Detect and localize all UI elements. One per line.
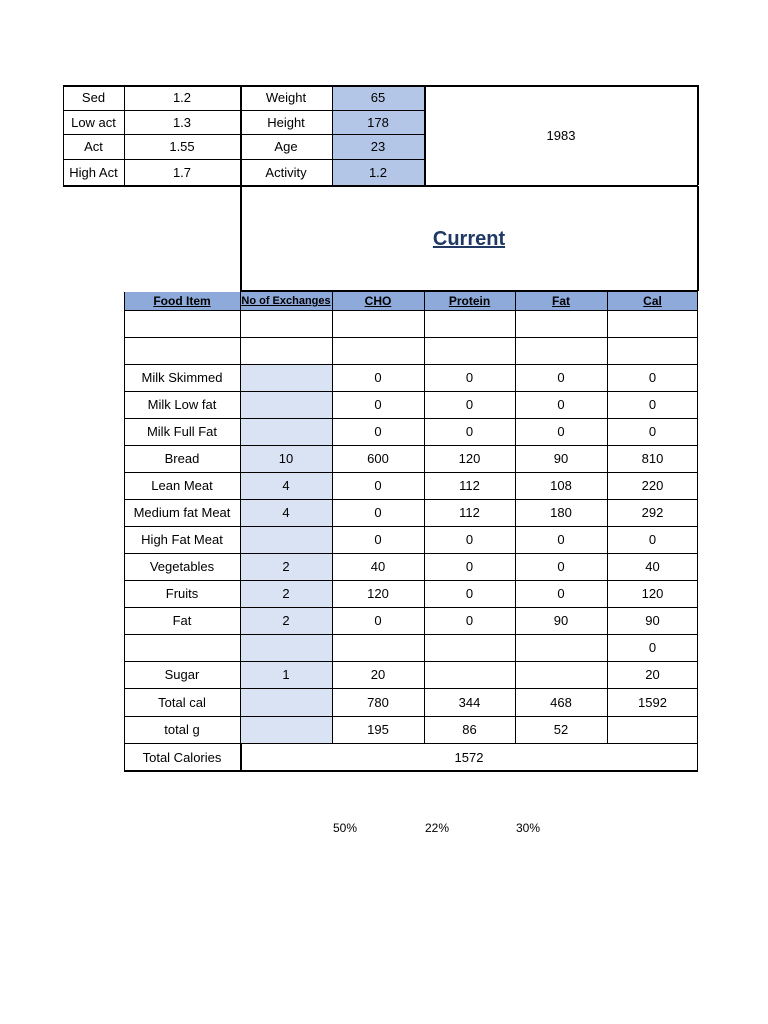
grid-line <box>124 770 698 772</box>
empty-cell <box>607 310 698 337</box>
grid-line <box>124 743 698 744</box>
grid-line <box>424 292 425 743</box>
grid-line <box>124 472 698 473</box>
cell-cal: 120 <box>641 586 664 601</box>
cell-protein: 86 <box>462 722 477 737</box>
activity-level-label: Low act <box>71 114 116 130</box>
cell-food-item <box>124 634 240 661</box>
grid-line <box>697 292 698 743</box>
cell-cal <box>607 716 698 743</box>
macro-percentage: 30% <box>515 821 541 835</box>
cell-cho: 120 <box>367 586 389 601</box>
macro-percentage: 50% <box>332 821 358 835</box>
cell-food-item: Fruits <box>165 586 199 601</box>
cell-cho: 0 <box>374 370 382 385</box>
cell-fat: 90 <box>553 451 569 466</box>
cell-fat <box>515 634 607 661</box>
cell-food-item: Medium fat Meat <box>133 505 231 520</box>
cell-cal: 0 <box>648 397 657 412</box>
empty-cell[interactable] <box>240 337 332 364</box>
cell-protein: 0 <box>465 424 474 439</box>
cell-protein: 0 <box>465 397 474 412</box>
cell-cho: 0 <box>374 505 382 520</box>
cell-cal: 40 <box>645 559 660 574</box>
cell-food-item: High Fat Meat <box>141 532 223 547</box>
activity-factor: 1.3 <box>172 114 192 130</box>
cell-exchanges[interactable]: 1 <box>240 661 332 688</box>
cell-cal: 0 <box>648 640 657 655</box>
input-label: Height <box>267 114 305 130</box>
cell-cal: 90 <box>645 613 660 628</box>
empty-cell <box>607 337 698 364</box>
grid-line <box>124 553 698 554</box>
grid-line <box>240 743 242 771</box>
cell-protein: 0 <box>465 370 474 385</box>
cell-cal: 220 <box>641 478 664 493</box>
cell-cho: 0 <box>374 424 382 439</box>
input-value-cell[interactable]: 178 <box>332 110 424 134</box>
empty-cell <box>515 310 607 337</box>
grid-line <box>124 688 698 689</box>
cell-exchanges[interactable] <box>240 364 332 391</box>
header-fat: Fat <box>515 292 607 310</box>
cell-exchanges[interactable]: 10 <box>240 445 332 472</box>
total-calories-value: 1572 <box>454 749 484 765</box>
cell-food-item: Sugar <box>164 667 200 682</box>
cell-cal: 20 <box>645 667 660 682</box>
cell-cho: 195 <box>367 722 389 737</box>
cell-food-item: total g <box>164 722 200 737</box>
cell-exchanges[interactable] <box>240 634 332 661</box>
grid-line <box>124 526 698 527</box>
grid-line <box>124 661 698 662</box>
cell-fat: 0 <box>557 559 565 574</box>
cell-exchanges[interactable]: 4 <box>240 499 332 526</box>
activity-level-label: High Act <box>69 164 118 180</box>
cell-cal: 0 <box>648 370 657 385</box>
cell-exchanges[interactable] <box>240 391 332 418</box>
cell-protein <box>424 634 515 661</box>
cell-exchanges[interactable] <box>240 716 332 743</box>
cell-fat: 52 <box>553 722 569 737</box>
cell-cal: 292 <box>641 505 664 520</box>
input-label: Activity <box>265 164 307 180</box>
cell-fat: 0 <box>557 370 565 385</box>
grid-line <box>63 159 424 160</box>
cell-fat <box>515 661 607 688</box>
input-value-cell[interactable]: 23 <box>332 134 424 159</box>
input-label: Age <box>274 139 298 154</box>
cell-cal: 810 <box>641 451 664 466</box>
grid-line <box>124 292 125 771</box>
cell-food-item: Milk Skimmed <box>141 370 223 385</box>
grid-line <box>124 499 698 500</box>
cell-exchanges[interactable] <box>240 526 332 553</box>
input-value-cell[interactable]: 65 <box>332 85 424 110</box>
cell-exchanges[interactable]: 2 <box>240 553 332 580</box>
grid-line <box>124 364 698 365</box>
empty-cell <box>332 337 424 364</box>
grid-line <box>63 85 64 185</box>
cell-fat: 180 <box>550 505 572 520</box>
grid-line <box>124 716 698 717</box>
total-calories-label: Total Calories <box>142 749 222 765</box>
cell-fat: 90 <box>553 613 569 628</box>
cell-cho: 20 <box>370 667 386 682</box>
cell-fat: 0 <box>557 532 565 547</box>
cell-fat: 0 <box>557 397 565 412</box>
cell-protein: 0 <box>465 586 474 601</box>
cell-protein: 0 <box>465 532 474 547</box>
grid-line <box>240 186 242 291</box>
cell-exchanges[interactable]: 2 <box>240 607 332 634</box>
cell-exchanges[interactable]: 4 <box>240 472 332 499</box>
section-title: Current <box>432 227 506 250</box>
cell-food-item: Lean Meat <box>151 478 213 493</box>
cell-cho <box>332 634 424 661</box>
header-food-item: Food Item <box>124 292 240 310</box>
grid-line <box>124 85 125 185</box>
cell-protein <box>424 661 515 688</box>
grid-line <box>332 85 333 185</box>
grid-line <box>697 85 699 185</box>
cell-food-item: Fat <box>172 613 192 628</box>
cell-fat: 468 <box>550 694 572 710</box>
grid-line <box>124 337 698 338</box>
macro-percentage: 22% <box>424 821 450 835</box>
cell-exchanges[interactable] <box>240 418 332 445</box>
grid-line <box>124 445 698 446</box>
empty-cell <box>424 337 515 364</box>
cell-food-item: Milk Full Fat <box>146 424 218 439</box>
grid-line <box>240 85 242 185</box>
cell-fat: 108 <box>550 478 572 493</box>
grid-line <box>607 292 608 743</box>
header-cal: Cal <box>607 292 698 310</box>
activity-factor: 1.55 <box>169 139 195 154</box>
cell-protein: 344 <box>458 694 481 710</box>
cell-protein: 0 <box>465 613 474 628</box>
cell-protein: 0 <box>465 559 474 574</box>
cell-cal: 0 <box>648 532 657 547</box>
cell-exchanges[interactable]: 2 <box>240 580 332 607</box>
grid-line <box>515 292 516 743</box>
empty-cell <box>424 310 515 337</box>
empty-cell <box>515 337 607 364</box>
cell-fat: 0 <box>557 424 565 439</box>
energy-requirement-value: 1983 <box>546 127 576 143</box>
grid-line <box>424 85 698 87</box>
cell-cho: 780 <box>367 694 389 710</box>
header-cho: CHO <box>332 292 424 310</box>
activity-factor: 1.2 <box>172 90 192 105</box>
grid-line <box>124 634 698 635</box>
cell-cal: 1592 <box>638 694 667 710</box>
grid-line <box>124 607 698 608</box>
grid-line <box>124 580 698 581</box>
input-value-cell[interactable]: 1.2 <box>332 159 424 185</box>
input-label: Weight <box>265 90 307 105</box>
cell-exchanges[interactable] <box>240 688 332 716</box>
cell-food-item: Vegetables <box>149 559 215 574</box>
cell-cho: 0 <box>374 532 382 547</box>
grid-line <box>697 186 699 291</box>
activity-level-label: Act <box>84 139 103 154</box>
grid-line <box>124 418 698 419</box>
header-protein: Protein <box>424 292 515 310</box>
grid-line <box>124 310 698 311</box>
grid-line <box>124 391 698 392</box>
cell-cho: 0 <box>374 478 382 493</box>
grid-line <box>63 134 424 135</box>
empty-cell[interactable] <box>240 310 332 337</box>
cell-protein: 112 <box>459 505 480 520</box>
cell-cho: 0 <box>374 397 382 412</box>
grid-line <box>63 85 424 87</box>
grid-line <box>240 292 241 743</box>
cell-protein: 112 <box>459 478 480 493</box>
grid-line <box>424 85 426 185</box>
cell-cho: 600 <box>367 451 389 466</box>
grid-line <box>332 292 333 743</box>
cell-cho: 0 <box>374 613 382 628</box>
activity-level-label: Sed <box>81 90 106 105</box>
empty-cell <box>332 310 424 337</box>
grid-line <box>697 716 698 771</box>
cell-food-item: Bread <box>164 451 200 466</box>
header-exchanges: No of Exchanges <box>240 292 332 310</box>
cell-fat: 0 <box>557 586 565 601</box>
cell-protein: 120 <box>458 451 481 466</box>
empty-cell <box>124 337 240 364</box>
cell-cho: 40 <box>370 559 386 574</box>
grid-line <box>63 110 424 111</box>
activity-factor: 1.7 <box>172 164 192 180</box>
cell-cal: 0 <box>648 424 657 439</box>
empty-cell <box>124 310 240 337</box>
cell-food-item: Total cal <box>158 694 206 710</box>
cell-food-item: Milk Low fat <box>147 397 217 412</box>
